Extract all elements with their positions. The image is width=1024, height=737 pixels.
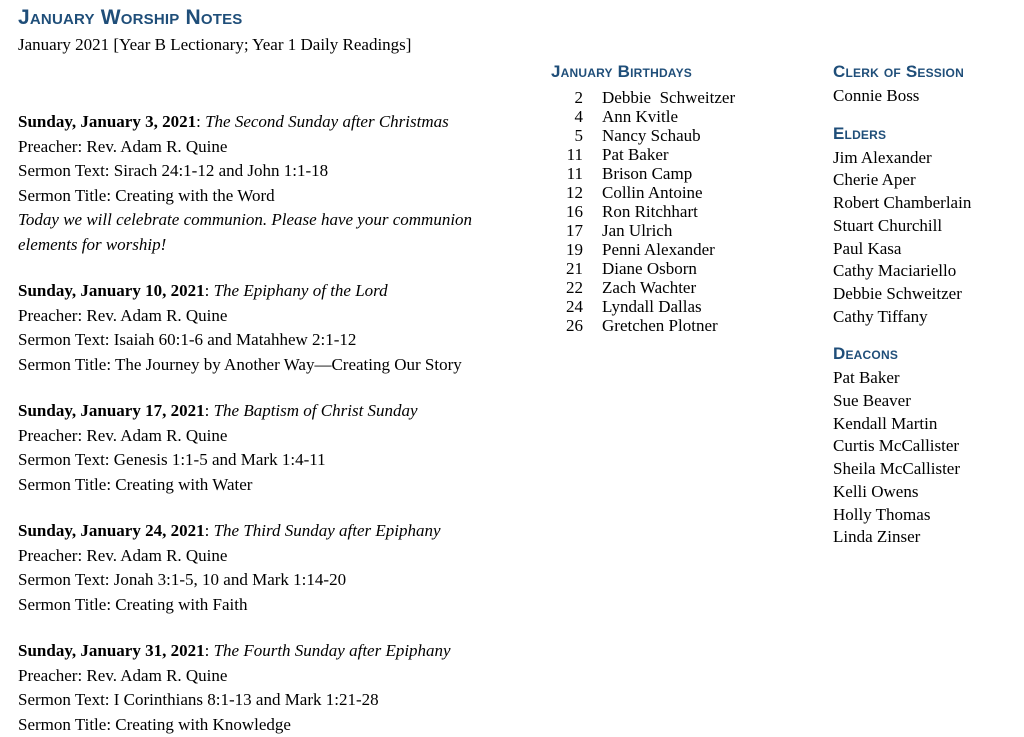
birthday-name: Jan Ulrich: [583, 221, 672, 240]
birthday-name: Debbie Schweitzer: [583, 88, 735, 107]
birthdays-column: [551, 62, 801, 335]
service-sermon-title: Sermon Title: Creating with Water: [18, 473, 528, 498]
list-item: Paul Kasa: [833, 238, 1023, 261]
birthday-name: Nancy Schaub: [583, 126, 701, 145]
birthday-day: 5: [551, 126, 583, 145]
birthday-row: [551, 316, 801, 335]
birthday-row: [551, 183, 801, 202]
service-date: Sunday, January 10, 2021: [18, 281, 205, 300]
list-item: Cherie Aper: [833, 169, 1023, 192]
birthday-day: 21: [551, 259, 583, 278]
service-separator: :: [205, 401, 214, 420]
birthday-name: Ann Kvitle: [583, 107, 678, 126]
service-heading: [18, 399, 528, 424]
worship-schedule-column: [18, 6, 528, 737]
list-item: Kelli Owens: [833, 481, 1023, 504]
service-theme: The Third Sunday after Epiphany: [214, 521, 441, 540]
birthday-day: 16: [551, 202, 583, 221]
birthday-day: 22: [551, 278, 583, 297]
birthday-day: 11: [551, 164, 583, 183]
service-date: Sunday, January 24, 2021: [18, 521, 205, 540]
birthday-row: [551, 221, 801, 240]
service-preacher: Preacher: Rev. Adam R. Quine: [18, 664, 528, 689]
service-sermon-title: Sermon Title: Creating with Knowledge: [18, 713, 528, 737]
service-sermon-title: Sermon Title: The Journey by Another Way—Creating Our Story: [18, 353, 528, 378]
deacons-group: [833, 344, 1023, 549]
list-item: Jim Alexander: [833, 147, 1023, 170]
list-item: Sue Beaver: [833, 390, 1023, 413]
elders-title: Elders: [833, 124, 1023, 144]
service-preacher: Preacher: Rev. Adam R. Quine: [18, 135, 528, 160]
list-item: Curtis McCallister: [833, 435, 1023, 458]
birthday-row: [551, 164, 801, 183]
list-item: Stuart Churchill: [833, 215, 1023, 238]
birthday-name: Lyndall Dallas: [583, 297, 702, 316]
birthday-name: Penni Alexander: [583, 240, 715, 259]
service-entry: [18, 519, 528, 617]
deacons-list: [833, 367, 1023, 549]
service-theme: The Second Sunday after Christmas: [205, 112, 449, 131]
birthday-day: 19: [551, 240, 583, 259]
birthday-day: 12: [551, 183, 583, 202]
service-sermon-text: Sermon Text: I Corinthians 8:1-13 and Mark 1:21-28: [18, 688, 528, 713]
service-entry: [18, 279, 528, 377]
birthday-name: Ron Ritchhart: [583, 202, 698, 221]
service-date: Sunday, January 31, 2021: [18, 641, 205, 660]
list-item: Connie Boss: [833, 85, 1023, 108]
birthdays-list: [551, 88, 801, 335]
deacons-title: Deacons: [833, 344, 1023, 364]
birthday-row: [551, 259, 801, 278]
service-separator: :: [205, 521, 214, 540]
service-theme: The Baptism of Christ Sunday: [214, 401, 418, 420]
list-item: Linda Zinser: [833, 526, 1023, 549]
elders-group: [833, 124, 1023, 329]
birthday-name: Brison Camp: [583, 164, 692, 183]
service-preacher: Preacher: Rev. Adam R. Quine: [18, 424, 528, 449]
list-item: Robert Chamberlain: [833, 192, 1023, 215]
service-note: Today we will celebrate communion. Please have your communion elements for worship!: [18, 208, 528, 257]
birthday-row: [551, 126, 801, 145]
birthday-row: [551, 297, 801, 316]
list-item: Pat Baker: [833, 367, 1023, 390]
birthday-day: 17: [551, 221, 583, 240]
service-heading: [18, 519, 528, 544]
service-heading: [18, 279, 528, 304]
service-separator: :: [205, 641, 214, 660]
birthday-row: [551, 145, 801, 164]
page-title: January Worship Notes: [18, 6, 528, 30]
service-entry: [18, 639, 528, 737]
service-sermon-title: Sermon Title: Creating with Faith: [18, 593, 528, 618]
service-date: Sunday, January 17, 2021: [18, 401, 205, 420]
service-theme: The Epiphany of the Lord: [214, 281, 388, 300]
service-entry: [18, 399, 528, 497]
birthday-name: Gretchen Plotner: [583, 316, 718, 335]
service-separator: :: [196, 112, 205, 131]
birthday-day: 2: [551, 88, 583, 107]
list-item: Sheila McCallister: [833, 458, 1023, 481]
birthday-row: [551, 240, 801, 259]
birthday-row: [551, 88, 801, 107]
service-sermon-text: Sermon Text: Jonah 3:1-5, 10 and Mark 1:14-20: [18, 568, 528, 593]
birthday-day: 26: [551, 316, 583, 335]
list-item: Holly Thomas: [833, 504, 1023, 527]
service-heading: [18, 110, 528, 135]
clerk-title: Clerk of Session: [833, 62, 1023, 82]
list-item: Debbie Schweitzer: [833, 283, 1023, 306]
page-subtitle: January 2021 [Year B Lectionary; Year 1 Daily Readings]: [18, 34, 528, 56]
service-entry: [18, 110, 528, 257]
service-separator: :: [205, 281, 214, 300]
birthday-name: Zach Wachter: [583, 278, 696, 297]
birthdays-title: January Birthdays: [551, 62, 801, 82]
birthday-name: Collin Antoine: [583, 183, 703, 202]
service-sermon-text: Sermon Text: Genesis 1:1-5 and Mark 1:4-11: [18, 448, 528, 473]
service-sermon-text: Sermon Text: Sirach 24:1-12 and John 1:1-18: [18, 159, 528, 184]
service-preacher: Preacher: Rev. Adam R. Quine: [18, 304, 528, 329]
elders-list: [833, 147, 1023, 329]
service-preacher: Preacher: Rev. Adam R. Quine: [18, 544, 528, 569]
birthday-name: Pat Baker: [583, 145, 669, 164]
service-sermon-title: Sermon Title: Creating with the Word: [18, 184, 528, 209]
birthday-name: Diane Osborn: [583, 259, 697, 278]
clerk-list: [833, 85, 1023, 108]
birthday-day: 24: [551, 297, 583, 316]
birthday-day: 11: [551, 145, 583, 164]
service-heading: [18, 639, 528, 664]
list-item: Cathy Maciariello: [833, 260, 1023, 283]
service-sermon-text: Sermon Text: Isaiah 60:1-6 and Matahhew 2:1-12: [18, 328, 528, 353]
birthday-row: [551, 107, 801, 126]
birthday-row: [551, 278, 801, 297]
birthday-row: [551, 202, 801, 221]
list-item: Kendall Martin: [833, 413, 1023, 436]
birthday-day: 4: [551, 107, 583, 126]
list-item: Cathy Tiffany: [833, 306, 1023, 329]
leadership-column: [833, 62, 1023, 549]
service-date: Sunday, January 3, 2021: [18, 112, 196, 131]
service-theme: The Fourth Sunday after Epiphany: [214, 641, 451, 660]
clerk-group: [833, 62, 1023, 108]
